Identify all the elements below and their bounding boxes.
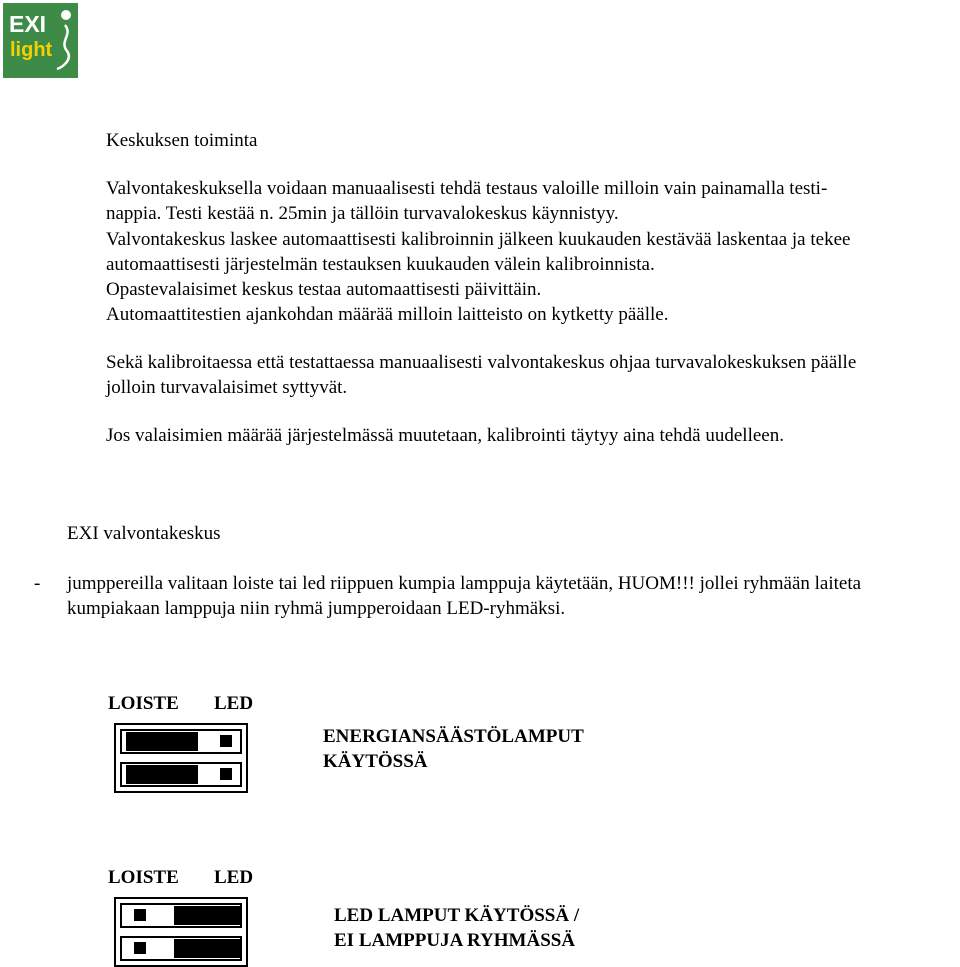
paragraph-line: nappia. Testi kestää n. 25min ja tällöin turvavalokeskus käynnistyy. (106, 203, 619, 224)
jumper-pin (134, 909, 146, 921)
jumper-slot (120, 729, 242, 754)
section-title-keskuksen-toiminta: Keskuksen toiminta (106, 130, 258, 151)
jumper-pin (220, 735, 232, 747)
caption-line: EI LAMPPUJA RYHMÄSSÄ (334, 930, 576, 951)
paragraph-line: Valvontakeskus laskee automaattisesti kalibroinnin jälkeen kuukauden kestävää laskentaa ja tekee (106, 229, 851, 250)
jumper-cap (174, 939, 242, 958)
section-title-exi-valvontakeskus: EXI valvontakeskus (67, 523, 221, 544)
paragraph-line: Opastevalaisimet keskus testaa automaattisesti päivittäin. (106, 279, 542, 300)
jumper-cap (174, 906, 242, 925)
paragraph-line: Sekä kalibroitaessa että testattaessa manuaalisesti valvontakeskus ohjaa turvavalokeskuksen päälle (106, 352, 857, 373)
jumper-pin (220, 768, 232, 780)
bullet-marker: - (34, 573, 41, 594)
caption-line: LED LAMPUT KÄYTÖSSÄ / (334, 905, 580, 926)
bullet-line: jumppereilla valitaan loiste tai led riippuen kumpia lamppuja käytetään, HUOM!!! jollei ryhmään laiteta (67, 573, 862, 594)
paragraph-3: Jos valaisimien määrää järjestelmässä muutetaan, kalibrointi täytyy aina tehdä uudelleen. (106, 425, 784, 446)
paragraph-line: Valvontakeskuksella voidaan manuaalisesti tehdä testaus valoille milloin vain painamalla testi- (106, 178, 828, 199)
label-led: LED (214, 693, 254, 714)
jumper-slot (120, 762, 242, 787)
exi-light-logo (3, 3, 78, 78)
label-led: LED (214, 867, 254, 888)
jumper-cap (126, 732, 198, 751)
label-loiste: LOISTE (108, 867, 179, 888)
logo-text-exi: EXI (9, 11, 47, 37)
paragraph-line: Automaattitestien ajankohdan määrää milloin laitteisto on kytketty päälle. (106, 304, 669, 325)
paragraph-line: automaattisesti järjestelmän testauksen kuukauden välein kalibroinnista. (106, 254, 655, 275)
jumper-cap (126, 765, 198, 784)
bullet-line: kumpiakaan lamppuja niin ryhmä jumpperoidaan LED-ryhmäksi. (67, 598, 566, 619)
caption-line: KÄYTÖSSÄ (323, 751, 428, 772)
jumper-slot (120, 903, 242, 928)
label-loiste: LOISTE (108, 693, 179, 714)
paragraph-line: jolloin turvavalaisimet syttyvät. (106, 377, 348, 398)
jumper-block (114, 897, 248, 967)
jumper-pin (134, 942, 146, 954)
jumper-block (114, 723, 248, 793)
jumper-slot (120, 936, 242, 961)
logo-text-light: light (10, 39, 53, 61)
caption-line: ENERGIANSÄÄSTÖLAMPUT (323, 726, 584, 747)
